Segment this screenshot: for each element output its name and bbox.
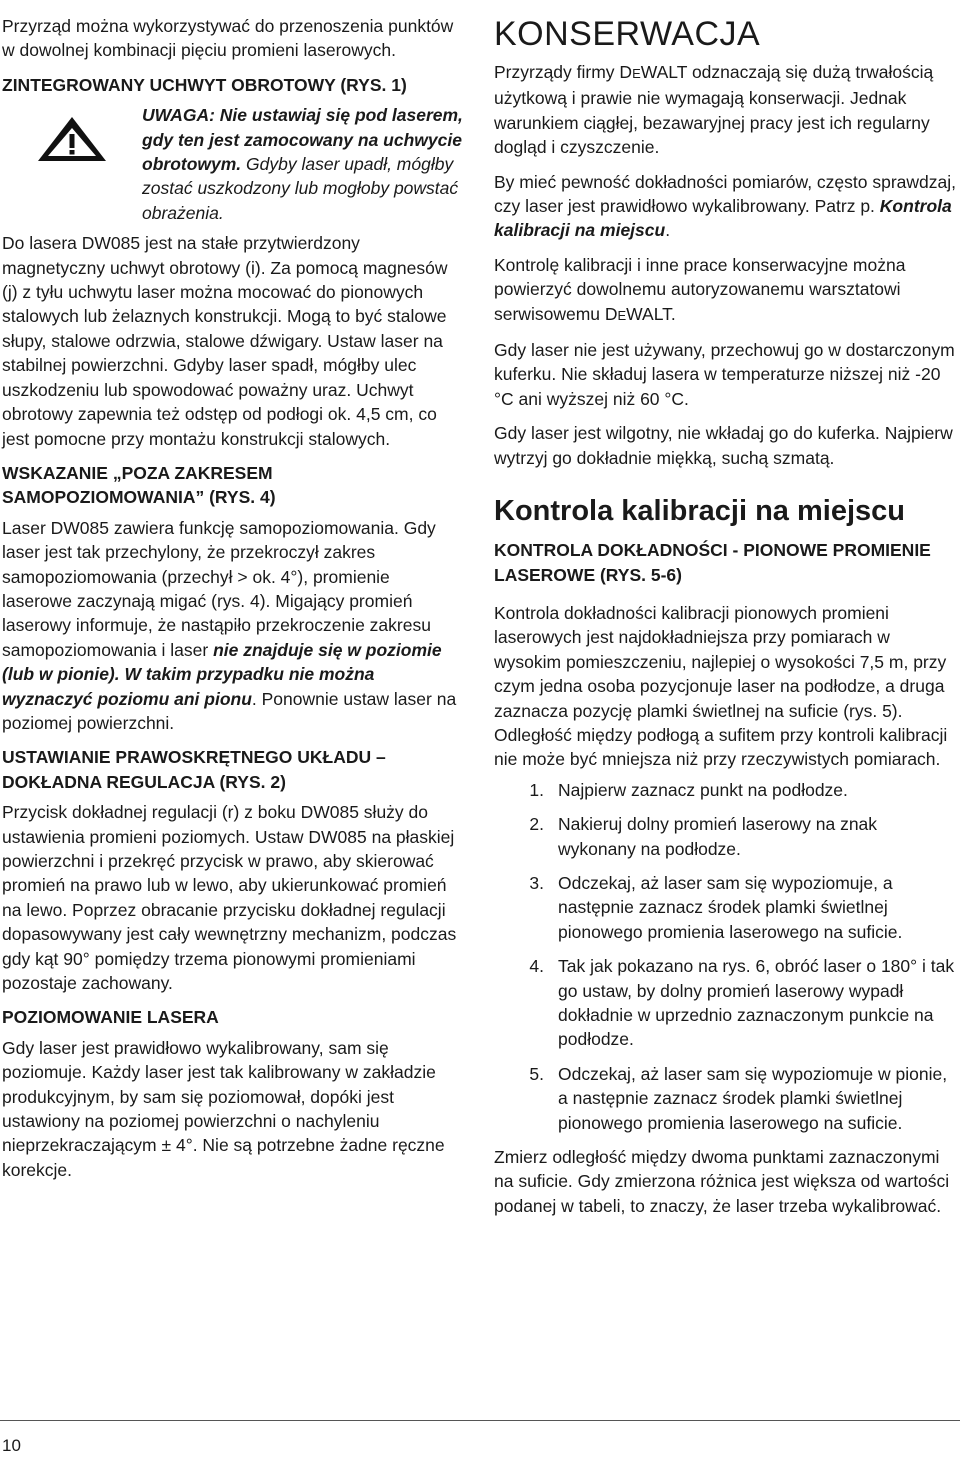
maintenance-paragraph-3 bbox=[494, 253, 956, 328]
calibration-reference: Kontrola kalibracji na miejscu bbox=[494, 196, 952, 241]
step-number: 3. bbox=[529, 872, 544, 893]
heading-calibration: Kontrola kalibracji na miejscu bbox=[494, 495, 905, 528]
maintenance-paragraph-1 bbox=[494, 60, 956, 160]
warning-bold: UWAGA: Nie ustawiaj się pod laserem, gdy ten jest zamocowany na uchwycie obrotowym. bbox=[142, 105, 463, 175]
list-item bbox=[494, 954, 956, 1052]
warning-triangle-icon bbox=[36, 115, 108, 163]
step-number: 2. bbox=[529, 814, 544, 835]
section-heading-range: WSKAZANIE „POZA ZAKRESEM SAMOPOZIOMOWANIA” (RYS. 4) bbox=[2, 462, 276, 508]
maintenance-paragraph-4: Gdy laser nie jest używany, przechowuj go w dostarczonym kuferku. Nie składuj lasera w temperaturze niższej niż -20 °C ani wyższej niż 60 °C. bbox=[494, 340, 955, 409]
list-item bbox=[494, 778, 956, 802]
range-end: . Ponownie ustaw laser na poziomej powierzchni. bbox=[2, 688, 457, 733]
step-text: Najpierw zaznacz punkt na podłodze. bbox=[558, 779, 848, 800]
level-paragraph: Gdy laser jest prawidłowo wykalibrowany, sam się poziomuje. Każdy laser jest tak kalibrowany w zakładzie produkcyjnym, by sam się poziomował, dopóki jest ustawiony na poziomej powierzchni o nachyleniu nieprzekraczającym ± 4°. Nie są potrzebne żadne ręczne korekcje. bbox=[2, 1037, 445, 1180]
bracket-paragraph: Do lasera DW085 jest na stałe przytwierdzony magnetyczny uchwyt obrotowy (i). Za pomocą magnesów (j) z tyłu uchwytu laser można mocować do pionowych stalowych lub żelaznych konstrukcji. Mogą to być stalowe słupy, stalowe odrzwia, stalowe dźwigary. Ustaw laser na stabilnej powierzchni. Gdyby laser spadł, mógłby ulec uszkodzeniu lub spowodować poważny uraz. Uchwyt obrotowy zapewnia też odstęp od podłogi ok. 4,5 cm, co jest pomocne przy montażu konstrukcji stalowych. bbox=[2, 233, 448, 449]
range-paragraph bbox=[2, 516, 464, 736]
list-item bbox=[494, 1062, 956, 1135]
closing-paragraph: Zmierz odległość między dwoma punktami zaznaczonymi na suficie. Gdy zmierzona różnica jest większa od wartości podanej w tabeli, to znaczy, że laser trzeba wykalibrować. bbox=[494, 1147, 950, 1216]
maintenance-paragraph-5: Gdy laser jest wilgotny, nie wkładaj go do kuferka. Najpierw wytrzyj go dokładnie miękką, suchą szmatą. bbox=[494, 423, 953, 468]
section-heading-level: POZIOMOWANIE LASERA bbox=[2, 1007, 219, 1028]
step-number: 1. bbox=[529, 779, 544, 800]
warning-block bbox=[2, 103, 464, 225]
footer-divider bbox=[0, 1420, 960, 1421]
brand-small-caps-2: E bbox=[617, 307, 627, 323]
vertical-paragraph: Kontrola dokładności kalibracji pionowych promieni laserowych jest najdokładniejsza przy pomiarach w wysokim pomieszczeniu, najlepiej o wysokości 7,5 m, przy czym jedna osoba pozycjonuje laser na podłodze, a druga zaznacza pozycję plamki świetlnej na suficie (rys. 5). Odległość między podłogą a sufitem przy kontroli kalibracji nie może być mniejsza niż przy rzeczywistych pomiarach. bbox=[494, 602, 948, 770]
warning-rest: Gdyby laser upadł, mógłby zostać uszkodzony lub mogłoby powstać obrażenia. bbox=[142, 154, 459, 223]
section-heading-fine: USTAWIANIE PRAWOSKRĘTNEGO UKŁADU – DOKŁADNA REGULACJA (RYS. 2) bbox=[2, 747, 386, 792]
warning-text bbox=[142, 103, 464, 225]
section-heading-vertical: KONTROLA DOKŁADNOŚCI - PIONOWE PROMIENIE LASEROWE (RYS. 5-6) bbox=[494, 540, 931, 585]
list-item bbox=[494, 871, 956, 944]
page-number: 10 bbox=[2, 1436, 21, 1455]
maintenance-2-text: By mieć pewność dokładności pomiarów, często sprawdzaj, czy laser jest prawidłowo wykalibrowany. Patrz p. bbox=[494, 171, 957, 217]
maintenance-1-rest: WALT odznaczają się dużą trwałością użytkową i prawie nie wymagają konserwacji. Jednak warunkiem ciągłej, bezawaryjnej pracy jest ich regularny dogląd i czyszczenie. bbox=[494, 62, 934, 158]
brand-prefix: Przyrządy firmy D bbox=[494, 62, 633, 82]
range-text: Laser DW085 zawiera funkcję samopoziomowania. Gdy laser jest tak przechylony, że przekroczył zakres samopoziomowania (przechył > ok. 4°), promienie laserowe zaczynają migać (rys. 4). Migający promień laserowy informuje, że nastąpiło przekroczenie zakresu samopoziomowania i laser bbox=[2, 517, 436, 660]
heading-maintenance: KONSERWACJA bbox=[494, 15, 761, 53]
maintenance-paragraph-2 bbox=[494, 170, 956, 243]
section-heading-bracket: ZINTEGROWANY UCHWYT OBROTOWY (RYS. 1) bbox=[2, 74, 407, 95]
step-text: Nakieruj dolny promień laserowy na znak wykonany na podłodze. bbox=[558, 814, 878, 859]
maintenance-2-end: . bbox=[665, 220, 671, 241]
maintenance-3-text: Kontrolę kalibracji i inne prace konserwacyjne można powierzyć dowolnemu autoryzowanemu warsztatowi serwisowemu D bbox=[494, 254, 906, 324]
right-column bbox=[494, 14, 956, 1218]
brand-small-caps: E bbox=[632, 66, 641, 81]
left-column bbox=[2, 14, 464, 1182]
step-number: 4. bbox=[529, 956, 544, 977]
step-text: Odczekaj, aż laser sam się wypoziomuje, a następnie zaznacz środek plamki świetlnej pionowego promienia laserowego na suficie. bbox=[558, 872, 903, 942]
range-bold-1: nie znajduje się w poziomie (lub w pionie). bbox=[2, 639, 442, 685]
calibration-steps bbox=[494, 778, 956, 1135]
range-bold-2: W takim przypadku nie można wyznaczyć poziomu ani pionu bbox=[2, 664, 375, 709]
fine-paragraph: Przycisk dokładnej regulacji (r) z boku DW085 służy do ustawienia promieni poziomych. Ustaw DW085 na płaskiej powierzchni i przekręć przycisk w prawo, aby skierować promień na prawo lub w lewo, aby ukierunkować promień na lewo. Poprzez obracanie przycisku dokładnej regulacji dopasowywany jest cały wewnętrzny mechanizm, podczas gdy kąt 90° pomiędzy trzema pionowymi promieniami pozostaje zachowany. bbox=[2, 802, 457, 994]
intro-paragraph: Przyrząd można wykorzystywać do przenoszenia punktów w dowolnej kombinacji pięciu promieni laserowych. bbox=[2, 16, 454, 61]
list-item bbox=[494, 812, 956, 861]
step-number: 5. bbox=[529, 1063, 544, 1084]
step-text: Tak jak pokazano na rys. 6, obróć laser o 180° i tak go ustaw, by dolny promień laserowy wypadł dokładnie w uprzednio zaznaczonym punkcie na podłodze. bbox=[558, 956, 955, 1050]
step-text: Odczekaj, aż laser sam się wypoziomuje w pionie, a następnie zaznacz środek plamki świetlnej pionowego promienia laserowego na suficie. bbox=[558, 1063, 948, 1133]
maintenance-3-rest: WALT. bbox=[626, 303, 676, 324]
